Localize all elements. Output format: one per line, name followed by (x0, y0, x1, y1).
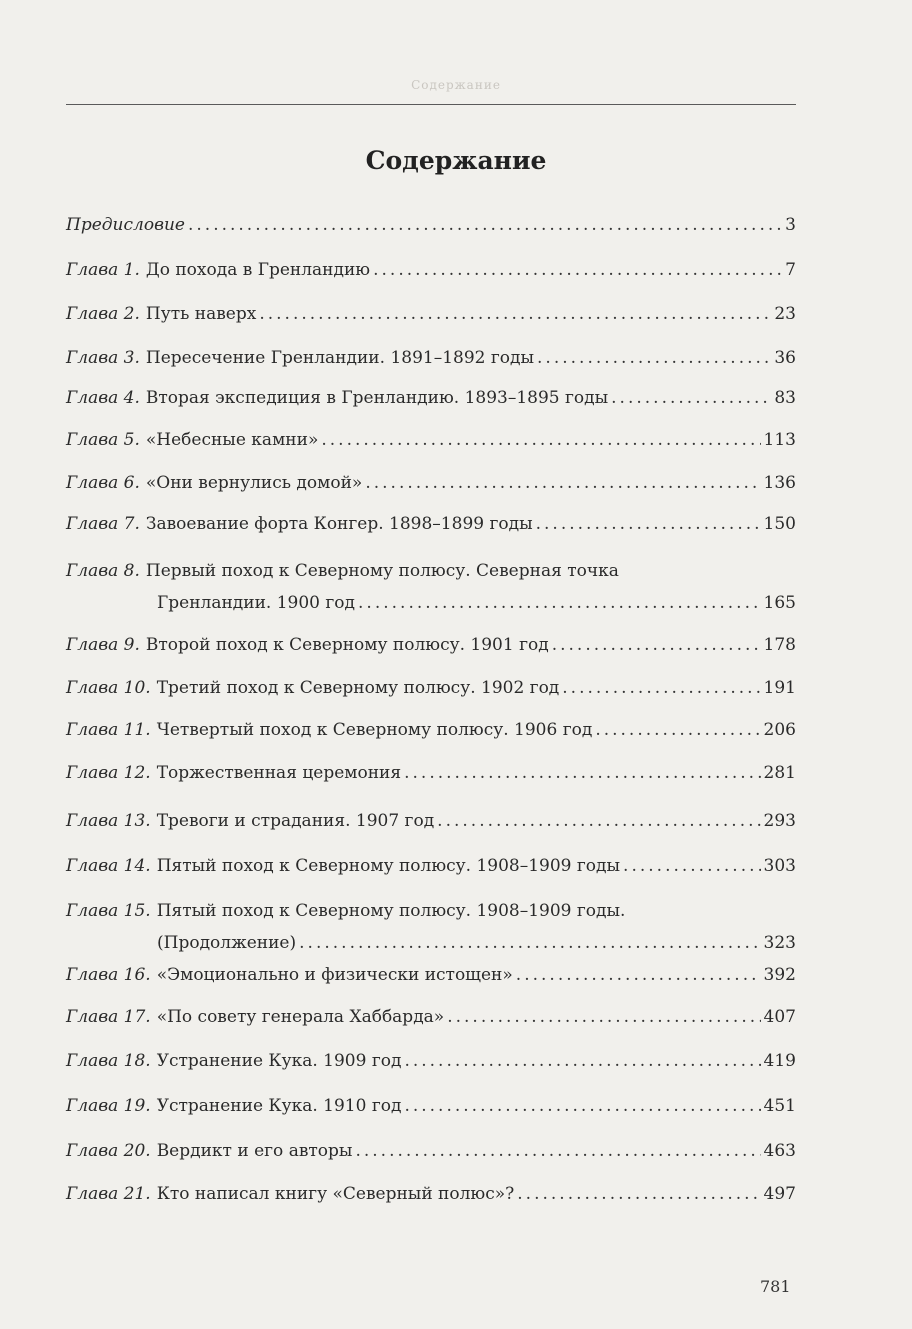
toc-page-number: 83 (774, 388, 796, 408)
dot-leader (404, 761, 760, 785)
toc-page-number: 281 (763, 763, 796, 783)
dot-leader (536, 512, 761, 536)
toc-chapter-title: Тревоги и страдания. 1907 год (156, 811, 435, 831)
toc-page-number: 392 (763, 965, 796, 985)
dot-leader (537, 346, 771, 370)
toc-entry (66, 963, 796, 987)
toc-chapter-title: Пятый поход к Северному полюсу. 1908–1909 годы. (156, 901, 626, 921)
dot-leader (595, 718, 760, 742)
toc-page-number: 7 (785, 260, 796, 280)
toc-chapter-label: Глава 1. (66, 260, 140, 280)
toc-entry-line (66, 899, 796, 923)
toc-entry (66, 1139, 796, 1163)
dot-leader (358, 591, 761, 615)
toc-chapter-title: «Они вернулись домой» (145, 473, 363, 493)
toc-page-number: 3 (785, 215, 796, 235)
toc-entry (66, 512, 796, 536)
toc-entry-line (66, 512, 796, 536)
toc-chapter-title-continuation: Гренландии. 1900 год (157, 593, 356, 613)
toc-page-number: 323 (763, 933, 796, 953)
toc-chapter-title: Первый поход к Северному полюсу. Северная точка (145, 561, 619, 581)
toc-entry (66, 854, 796, 878)
toc-entry (66, 1049, 796, 1073)
toc-entry-line (66, 213, 796, 237)
toc-chapter-label: Глава 8. (66, 561, 140, 581)
toc-entry-line (66, 258, 796, 282)
toc-entry-line (66, 346, 796, 370)
toc-entry (66, 633, 796, 657)
toc-chapter-label: Глава 12. (66, 763, 151, 783)
toc-entry-continuation (66, 591, 796, 615)
dot-leader (552, 633, 761, 657)
toc-chapter-title: «Небесные камни» (145, 430, 319, 450)
toc-chapter-title: Устранение Кука. 1910 год (156, 1096, 402, 1116)
toc-chapter-label: Глава 16. (66, 965, 151, 985)
toc-entry-line (66, 559, 796, 583)
toc-page-number: 150 (763, 514, 796, 534)
toc-entry-line (66, 1139, 796, 1163)
toc-entry (66, 346, 796, 370)
toc-entry-line (66, 302, 796, 326)
toc-chapter-label: Глава 3. (66, 348, 140, 368)
dot-leader (611, 386, 771, 410)
toc-chapter-label: Глава 5. (66, 430, 140, 450)
toc-chapter-title: Пятый поход к Северному полюсу. 1908–1909 годы (156, 856, 621, 876)
toc-entry-line (66, 676, 796, 700)
toc-chapter-label: Глава 9. (66, 635, 140, 655)
toc-entry-line (66, 963, 796, 987)
dot-leader (623, 854, 761, 878)
toc-entry (66, 471, 796, 495)
toc-entry (66, 761, 796, 785)
toc-page-number: 419 (763, 1051, 796, 1071)
toc-chapter-title: Путь наверх (145, 304, 257, 324)
toc-page-number: 463 (763, 1141, 796, 1161)
dot-leader (447, 1005, 760, 1029)
dot-leader (437, 809, 760, 833)
toc-chapter-label: Глава 11. (66, 720, 151, 740)
dot-leader (516, 963, 761, 987)
toc-entry (66, 1005, 796, 1029)
toc-entry (66, 386, 796, 410)
dot-leader (259, 302, 771, 326)
toc-chapter-title: Вторая экспедиция в Гренландию. 1893–1895 годы (145, 388, 609, 408)
toc-chapter-label: Глава 20. (66, 1141, 151, 1161)
toc-page-number: 113 (763, 430, 796, 450)
toc-chapter-title: «Эмоционально и физически истощен» (156, 965, 513, 985)
dot-leader (517, 1182, 760, 1206)
toc-page-number: 451 (763, 1096, 796, 1116)
toc-entry-line (66, 471, 796, 495)
dot-leader (373, 258, 782, 282)
toc-entry-continuation (66, 931, 796, 955)
dot-leader (404, 1094, 760, 1118)
page-number: 781 (760, 1277, 791, 1296)
toc-page-number: 293 (763, 811, 796, 831)
toc-entry (66, 809, 796, 833)
toc-entry-line (66, 1049, 796, 1073)
toc-page-number: 23 (774, 304, 796, 324)
toc-chapter-title: До похода в Гренландию (145, 260, 371, 280)
toc-chapter-title: Торжественная церемония (156, 763, 402, 783)
toc-chapter-label: Предисловие (66, 215, 185, 235)
toc-page-number: 165 (763, 593, 796, 613)
toc-entry-line (66, 854, 796, 878)
toc-page-number: 136 (763, 473, 796, 493)
toc-chapter-label: Глава 10. (66, 678, 151, 698)
toc-chapter-label: Глава 15. (66, 901, 151, 921)
dot-leader (562, 676, 760, 700)
dot-leader (321, 428, 760, 452)
dot-leader (365, 471, 760, 495)
toc-entry (66, 302, 796, 326)
toc-chapter-label: Глава 4. (66, 388, 140, 408)
toc-chapter-title: Второй поход к Северному полюсу. 1901 год (145, 635, 549, 655)
toc-chapter-label: Глава 13. (66, 811, 151, 831)
toc-entry (66, 1094, 796, 1118)
toc-entry (66, 718, 796, 742)
toc-chapter-title: Третий поход к Северному полюсу. 1902 год (156, 678, 560, 698)
toc-entry-line (66, 386, 796, 410)
toc-page-number: 36 (774, 348, 796, 368)
toc-chapter-label: Глава 14. (66, 856, 151, 876)
header-rule (66, 104, 796, 105)
toc-entry (66, 1182, 796, 1206)
toc-entry (66, 676, 796, 700)
toc-page-number: 178 (763, 635, 796, 655)
toc-chapter-title: Завоевание форта Конгер. 1898–1899 годы (145, 514, 533, 534)
toc-entry (66, 428, 796, 452)
dot-leader (404, 1049, 760, 1073)
toc-chapter-label: Глава 21. (66, 1184, 151, 1204)
toc-chapter-title: Пересечение Гренландии. 1891–1892 годы (145, 348, 535, 368)
toc-entry-line (66, 428, 796, 452)
toc-chapter-title: «По совету генерала Хаббарда» (156, 1007, 445, 1027)
toc-chapter-label: Глава 17. (66, 1007, 151, 1027)
toc-page-number: 303 (763, 856, 796, 876)
toc-entry-line (66, 761, 796, 785)
toc-chapter-title: Вердикт и его авторы (156, 1141, 353, 1161)
toc-page-number: 407 (763, 1007, 796, 1027)
toc-entry-line (66, 633, 796, 657)
toc-chapter-label: Глава 7. (66, 514, 140, 534)
toc-chapter-title-continuation: (Продолжение) (157, 933, 297, 953)
toc-entry-line (66, 1094, 796, 1118)
toc-chapter-title: Устранение Кука. 1909 год (156, 1051, 402, 1071)
toc-entry (66, 258, 796, 282)
toc-page-number: 191 (763, 678, 796, 698)
toc-entry-line (66, 1005, 796, 1029)
toc-entry-line (66, 718, 796, 742)
dot-leader (299, 931, 760, 955)
toc-entry (66, 559, 796, 615)
running-head: Содержание (411, 78, 501, 92)
toc-chapter-label: Глава 19. (66, 1096, 151, 1116)
toc-chapter-label: Глава 18. (66, 1051, 151, 1071)
toc-page-number: 497 (763, 1184, 796, 1204)
page-title: Содержание (365, 146, 547, 175)
dot-leader (188, 213, 782, 237)
toc-entry-line (66, 809, 796, 833)
toc-entry (66, 899, 796, 955)
toc-chapter-title: Кто написал книгу «Северный полюс»? (156, 1184, 515, 1204)
toc-entry-line (66, 1182, 796, 1206)
dot-leader (355, 1139, 760, 1163)
toc-chapter-title: Четвертый поход к Северному полюсу. 1906 год (156, 720, 593, 740)
toc-page-number: 206 (763, 720, 796, 740)
toc-chapter-label: Глава 6. (66, 473, 140, 493)
toc-entry (66, 213, 796, 237)
toc-chapter-label: Глава 2. (66, 304, 140, 324)
